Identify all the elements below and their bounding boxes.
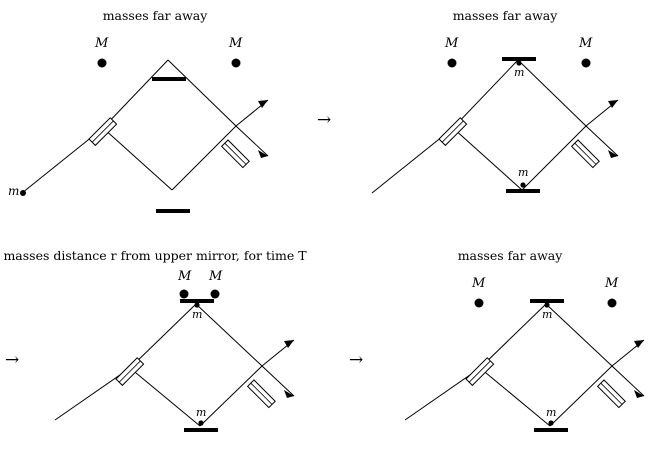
beam-splitter-right (248, 380, 276, 408)
panel-4-step-arrow: → (349, 350, 364, 370)
panel-3 (0, 240, 310, 455)
panel-4-mass-left-label: M (472, 276, 486, 291)
upper-mirror-mass-dot (544, 302, 549, 307)
panel-3-lower-mirror-mass-label: m (196, 406, 207, 419)
input-photon-dot (20, 190, 26, 196)
panel-2-interferometer (350, 28, 660, 213)
beam-paths (22, 60, 268, 193)
upper-mirror (180, 299, 214, 303)
beam-splitter-right (572, 140, 600, 168)
mass-left-dot (98, 59, 107, 68)
beam-splitter-left (466, 358, 494, 386)
lower-mirror (534, 428, 568, 432)
beam-splitter-left (439, 118, 467, 146)
lower-mirror-mass-dot (198, 420, 203, 425)
panel-2-step-arrow: → (317, 110, 332, 130)
lower-mirror-mass-dot (520, 182, 525, 187)
beam-paths (405, 304, 644, 426)
mass-right-dot (232, 59, 241, 68)
lower-mirror-mass-dot (548, 420, 553, 425)
output-arrowheads (258, 100, 268, 158)
beam-splitter-left (116, 358, 144, 386)
panel-4-upper-mirror-mass-label: m (542, 308, 553, 321)
panel-3-step-arrow: → (5, 350, 20, 370)
beam-splitter-right (222, 140, 250, 168)
lower-mirror (506, 189, 540, 193)
beam-splitter-right (598, 380, 626, 408)
mass-left-dot (475, 299, 484, 308)
panel-4-lower-mirror-mass-label: m (546, 406, 557, 419)
panel-4 (350, 240, 660, 455)
panel-2-caption: masses far away (452, 8, 558, 23)
beam-splitter-left (89, 118, 117, 146)
panel-1 (0, 0, 310, 215)
panel-4-mass-right-label: M (605, 276, 619, 291)
mass-right-dot (211, 290, 220, 299)
upper-mirror (152, 77, 186, 81)
panel-1-caption: masses far away (102, 8, 208, 23)
upper-mirror-mass-dot (194, 302, 199, 307)
lower-mirror (184, 428, 218, 432)
mass-left-dot (180, 290, 189, 299)
panel-2 (317, 0, 660, 215)
panel-1-mass-left-label: M (95, 36, 109, 51)
panel-2-lower-mirror-mass-label: m (518, 166, 529, 179)
output-arrowheads (284, 340, 294, 398)
lower-mirror (156, 209, 190, 213)
mass-right-dot (582, 59, 591, 68)
panel-3-interferometer (0, 268, 310, 453)
upper-mirror (530, 299, 564, 303)
panel-3-upper-mirror-mass-label: m (192, 308, 203, 321)
panel-1-input-photon-label: m (8, 184, 20, 198)
mass-right-dot (608, 299, 617, 308)
panel-2-mass-left-label: M (445, 36, 459, 51)
panel-2-upper-mirror-mass-label: m (514, 66, 525, 79)
panel-1-mass-right-label: M (229, 36, 243, 51)
panel-3-mass-left-label: M (178, 269, 192, 284)
mass-left-dot (448, 59, 457, 68)
panel-2-mass-right-label: M (579, 36, 593, 51)
output-arrowheads (608, 100, 618, 158)
panel-1-interferometer (0, 28, 310, 213)
panel-3-caption: masses distance r from upper mirror, for time T (3, 248, 307, 263)
beam-paths (372, 60, 618, 193)
output-arrowheads (634, 340, 644, 398)
panel-3-mass-right-label: M (209, 269, 223, 284)
upper-mirror-mass-dot (516, 60, 521, 65)
panel-4-interferometer (350, 268, 660, 453)
beam-paths (55, 304, 294, 426)
panel-4-caption: masses far away (457, 248, 563, 263)
